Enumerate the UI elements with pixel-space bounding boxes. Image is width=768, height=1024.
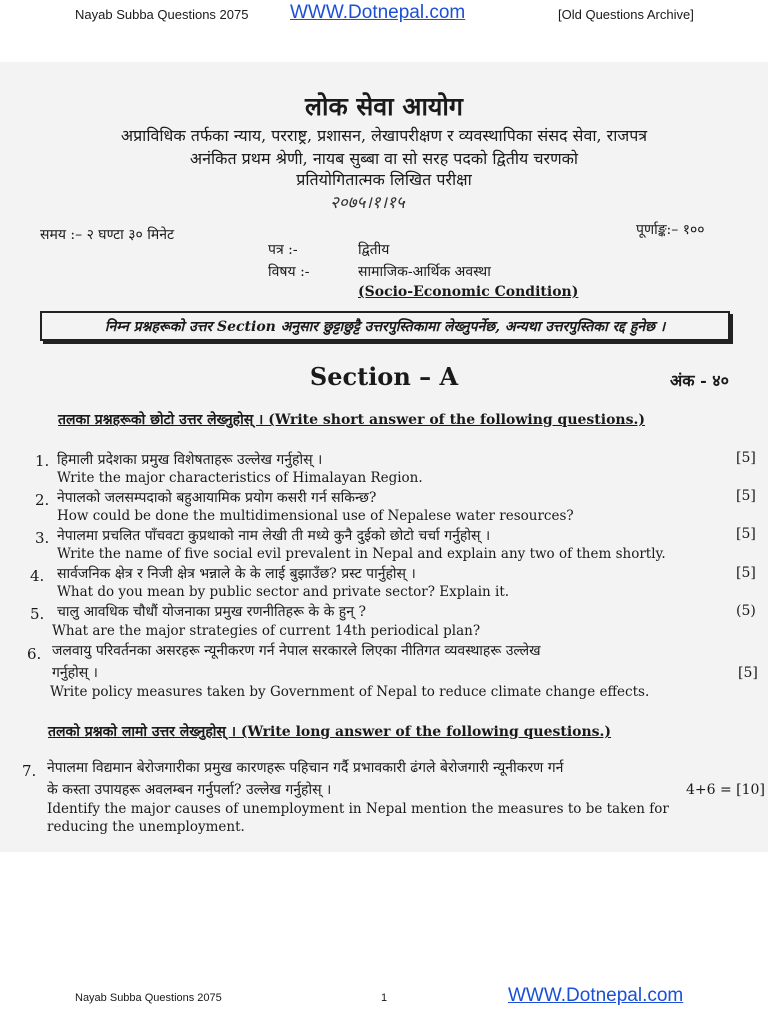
exam-time: समय :– २ घण्टा ३० मिनेट (40, 227, 175, 243)
footer-title: Nayab Subba Questions 2075 (75, 992, 222, 1004)
question-english: What are the major strategies of current 14th periodical plan? (52, 623, 481, 639)
section-heading: Section – A (309, 362, 459, 391)
subject-english: (Socio-Economic Condition) (358, 284, 579, 300)
question-marks: [5] (738, 665, 758, 681)
question-marks: 4+6 = [10] (686, 782, 765, 798)
question-marks: [5] (736, 450, 756, 466)
question-nepali: चालु आवधिक चौधौं योजनाका प्रमुख रणनीतिहरू के के हुन् ? (57, 604, 366, 620)
header-title: Nayab Subba Questions 2075 (75, 7, 249, 22)
question-number: 7. (22, 762, 37, 780)
paper-title: लोक सेवा आयोग (305, 92, 463, 121)
handwritten-date: २०७५।१।१५ (330, 193, 405, 213)
instruction-text: निम्न प्रश्नहरूको उत्तर Section अनुसार छुट्टाछुट्टै उत्तरपुस्तिकामा लेख्नुपर्नेछ, अन्यथा उत्तरपुस्तिका रद्द हुनेछ । (104, 318, 666, 335)
page-footer (0, 985, 768, 1015)
instruction-box (40, 311, 730, 341)
header-link[interactable]: WWW.Dotnepal.com (290, 2, 466, 23)
paper-subtitle-2: अनंकित प्रथम श्रेणी, नायब सुब्बा वा सो सरह पदको द्वितीय चरणको (189, 149, 579, 168)
question-marks: [5] (736, 488, 756, 504)
question-english: How could be done the multidimensional use of Nepalese water resources? (57, 508, 574, 524)
question-marks: [5] (736, 565, 756, 581)
question-english: What do you mean by public sector and private sector? Explain it. (57, 584, 510, 600)
header-archive-label: [Old Questions Archive] (558, 7, 694, 22)
long-answer-heading: तलको प्रश्नको लामो उत्तर लेख्नुहोस् । (Write long answer of the following questions.) (48, 724, 612, 740)
question-english: Write the name of five social evil prevalent in Nepal and explain any two of them shortly. (57, 546, 666, 562)
question-nepali: जलवायु परिवर्तनका असरहरू न्यूनीकरण गर्न नेपाल सरकारले लिएका नीतिगत व्यवस्थाहरू उल्लेख (52, 643, 541, 659)
full-marks: पूर्णाङ्क:– १०० (636, 222, 705, 238)
question-nepali: नेपालको जलसम्पदाको बहुआयामिक प्रयोग कसरी गर्न सकिन्छ? (57, 490, 377, 506)
question-english: Write policy measures taken by Government of Nepal to reduce climate change effects. (50, 684, 650, 700)
paper-label: पत्र :- (268, 242, 298, 258)
short-answer-heading: तलका प्रश्नहरूको छोटो उत्तर लेख्नुहोस् । (Write short answer of the following questions.) (58, 412, 645, 428)
question-nepali: नेपालमा प्रचलित पाँचवटा कुप्रथाको नाम लेखी ती मध्ये कुनै दुईको छोटो चर्चा गर्नुहोस् । (57, 528, 491, 544)
section-marks: अंक - ४० (670, 371, 729, 390)
footer-link[interactable]: WWW.Dotnepal.com (508, 985, 684, 1006)
page-header (0, 0, 768, 30)
question-number: 1. (35, 452, 50, 470)
question-nepali: हिमाली प्रदेशका प्रमुख विशेषताहरू उल्लेख गर्नुहोस् । (57, 452, 323, 468)
exam-paper (0, 62, 768, 852)
paper-subtitle-1: अप्राविधिक तर्फका न्याय, परराष्ट्र, प्रशासन, लेखापरीक्षण र व्यवस्थापिका संसद सेवा, राजपत्र (120, 126, 648, 145)
question-number: 6. (27, 645, 42, 663)
paper-subtitle-3: प्रतियोगितात्मक लिखित परीक्षा (296, 170, 472, 189)
question-english-cont: reducing the unemployment. (47, 819, 245, 835)
question-number: 4. (30, 567, 45, 585)
question-nepali: नेपालमा विद्यमान बेरोजगारीका प्रमुख कारणहरू पहिचान गर्दै प्रभावकारी ढंगले बेरोजगारी न्यूनीकरण गर्न (47, 760, 564, 776)
question-number: 2. (35, 491, 50, 509)
paper-value: द्वितीय (358, 242, 390, 258)
question-english: Write the major characteristics of Himalayan Region. (57, 470, 423, 486)
page-number: 1 (381, 992, 388, 1004)
question-english: Identify the major causes of unemployment in Nepal mention the measures to be taken for (47, 801, 669, 817)
question-nepali-cont: गर्नुहोस् । (52, 665, 98, 681)
subject-label: विषय :- (268, 264, 310, 280)
question-marks: (5) (736, 603, 756, 619)
question-marks: [5] (736, 526, 756, 542)
subject-value: सामाजिक-आर्थिक अवस्था (358, 264, 491, 280)
question-number: 5. (30, 605, 45, 623)
question-nepali-cont: के कस्ता उपायहरू अवलम्बन गर्नुपर्ला? उल्लेख गर्नुहोस् । (47, 782, 332, 798)
question-nepali: सार्वजनिक क्षेत्र र निजी क्षेत्र भन्नाले के के लाई बुझाउँछ? प्रस्ट पार्नुहोस् । (57, 566, 416, 582)
question-number: 3. (35, 529, 50, 547)
